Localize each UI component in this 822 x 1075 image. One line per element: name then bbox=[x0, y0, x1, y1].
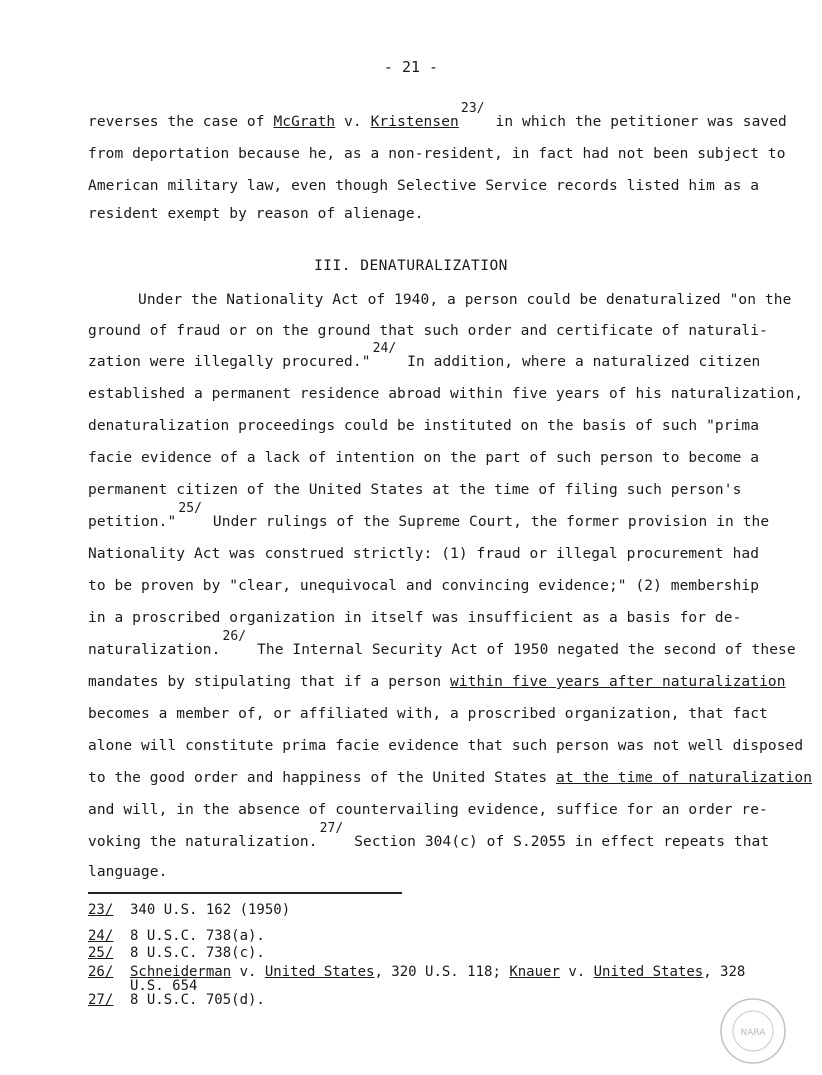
para2-line-17: and will, in the absence of countervailing evidence, suffice for an order re- bbox=[88, 802, 768, 818]
page-number: - 21 - bbox=[383, 58, 439, 76]
para2-line-5: denaturalization proceedings could be instituted on the basis of such "prima bbox=[88, 418, 760, 434]
text: , 328 bbox=[703, 964, 746, 980]
footnote-ref: 25/ bbox=[178, 501, 203, 516]
underlined-phrase: within five years after naturalization bbox=[450, 674, 786, 690]
case-name: McGrath bbox=[273, 114, 336, 130]
footnote-number: 25/ bbox=[88, 945, 114, 961]
footnote-number: 23/ bbox=[88, 902, 114, 918]
text: v. bbox=[559, 964, 594, 980]
para2-line-1: Under the Nationality Act of 1940, a person could be denaturalized "on the bbox=[138, 292, 792, 308]
footnote-ref: 26/ bbox=[222, 629, 247, 644]
text: reverses the case of bbox=[88, 114, 274, 130]
footnote-number: 27/ bbox=[88, 992, 114, 1008]
footnote-number: 26/ bbox=[88, 964, 114, 980]
case-name: Kristensen bbox=[370, 114, 459, 130]
svg-text:NARA: NARA bbox=[740, 1028, 766, 1038]
footnote-text: 340 U.S. 162 (1950) bbox=[130, 902, 291, 918]
para1-line-2: from deportation because he, as a non-resident, in fact had not been subject to bbox=[88, 146, 786, 162]
text: mandates by stipulating that if a person bbox=[88, 674, 451, 690]
para2-line-2: ground of fraud or on the ground that such order and certificate of naturali- bbox=[88, 323, 768, 339]
footnote-27 bbox=[88, 992, 265, 1008]
text: to the good order and happiness of the United States bbox=[88, 770, 556, 786]
footnote-divider bbox=[88, 892, 402, 894]
text: The Internal Security Act of 1950 negated the second of these bbox=[248, 642, 796, 658]
para2-line-10: to be proven by "clear, unequivocal and convincing evidence;" (2) membership bbox=[88, 578, 760, 594]
case-name: Knauer bbox=[509, 964, 560, 980]
archive-stamp-icon bbox=[718, 996, 788, 1066]
case-name: Schneiderman bbox=[130, 964, 232, 980]
para2-line-15: alone will constitute prima facie evidence that such person was not well disposed bbox=[88, 738, 804, 754]
text: naturalization. bbox=[88, 642, 221, 658]
para1-line-1 bbox=[88, 101, 787, 130]
footnote-text: 8 U.S.C. 738(a). bbox=[130, 928, 265, 944]
text: voking the naturalization. bbox=[88, 834, 318, 850]
footnote-ref: 24/ bbox=[372, 341, 397, 356]
para2-line-9: Nationality Act was construed strictly: (1) fraud or illegal procurement had bbox=[88, 546, 760, 562]
footnote-ref: 23/ bbox=[460, 101, 485, 116]
footnote-23 bbox=[88, 902, 290, 918]
para2-line-11: in a proscribed organization in itself was insufficient as a basis for de- bbox=[88, 610, 742, 626]
para1-line-3: American military law, even though Selective Service records listed him as a bbox=[88, 178, 760, 194]
text: zation were illegally procured." bbox=[88, 354, 371, 370]
text: , 320 U.S. 118; bbox=[374, 964, 510, 980]
para2-line-16 bbox=[88, 770, 812, 786]
text: In addition, where a naturalized citizen bbox=[398, 354, 761, 370]
para1-line-4: resident exempt by reason of alienage. bbox=[88, 206, 424, 222]
footnote-number: 24/ bbox=[88, 928, 114, 944]
text: v. bbox=[231, 964, 265, 980]
para2-line-3 bbox=[88, 341, 761, 370]
text: Under rulings of the Supreme Court, the former provision in the bbox=[204, 514, 770, 530]
underlined-phrase: at the time of naturalization bbox=[555, 770, 813, 786]
para2-line-7: permanent citizen of the United States at the time of filing such person's bbox=[88, 482, 742, 498]
text: v. bbox=[335, 114, 371, 130]
footnote-text: 8 U.S.C. 705(d). bbox=[130, 992, 265, 1008]
text: petition." bbox=[88, 514, 177, 530]
para2-line-19: language. bbox=[88, 864, 168, 880]
text: in which the petitioner was saved bbox=[486, 114, 787, 130]
para2-line-18 bbox=[88, 821, 770, 850]
para2-line-12 bbox=[88, 629, 796, 658]
section-heading: III. DENATURALIZATION bbox=[314, 258, 508, 274]
text: Section 304(c) of S.2055 in effect repeats that bbox=[345, 834, 770, 850]
case-name: United States bbox=[264, 964, 375, 980]
para2-line-6: facie evidence of a lack of intention on the part of such person to become a bbox=[88, 450, 760, 466]
footnote-24 bbox=[88, 928, 265, 944]
para2-line-4: established a permanent residence abroad within five years of his naturalization, bbox=[88, 386, 804, 402]
footnote-25 bbox=[88, 945, 265, 961]
footnote-26-continuation: U.S. 654 bbox=[130, 978, 198, 994]
case-name: United States bbox=[593, 964, 704, 980]
footnote-text: 8 U.S.C. 738(c). bbox=[130, 945, 265, 961]
footnote-ref: 27/ bbox=[319, 821, 344, 836]
para2-line-8 bbox=[88, 501, 770, 530]
para2-line-13 bbox=[88, 674, 786, 690]
para2-line-14: becomes a member of, or affiliated with, a proscribed organization, that fact bbox=[88, 706, 768, 722]
